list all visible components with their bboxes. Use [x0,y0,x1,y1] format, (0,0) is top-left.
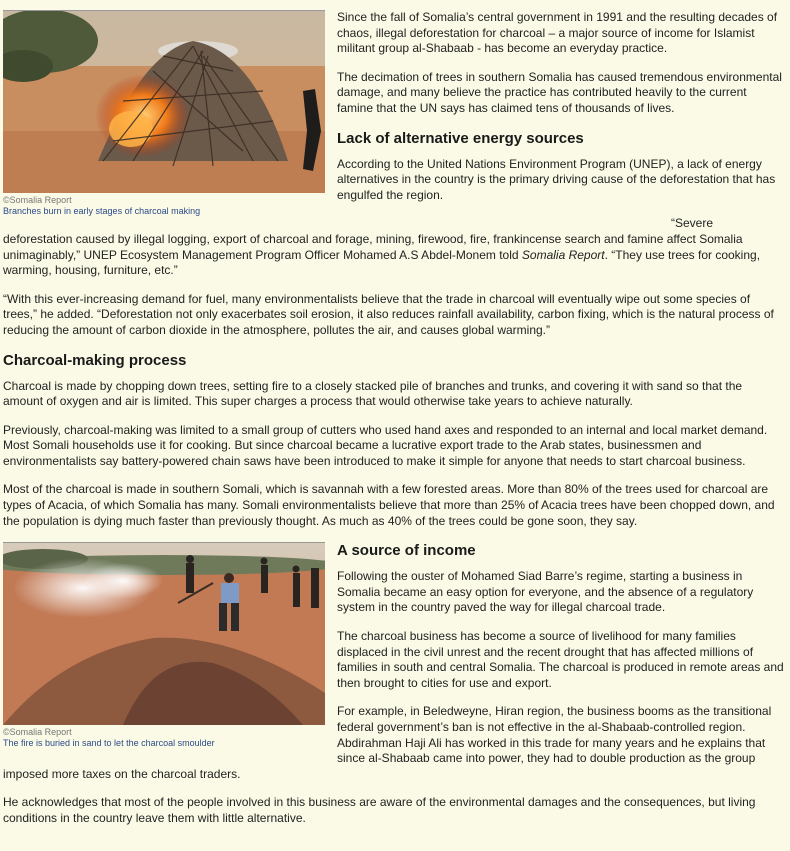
figure-burning-branches [3,10,325,217]
photo-caption: The fire is buried in sand to let the charcoal smoulder [3,738,215,749]
photo-credit: ©Somalia Report [3,727,72,738]
paragraph: Charcoal is made by chopping down trees, setting fire to a closely stacked pile of branches and trunks, and covering it with sand so that the amount of oxygen and air is limited. This super charges a process that would otherwise take years to achieve naturally. [3,378,743,409]
paragraph: According to the United Nations Environment Program (UNEP), a lack of energy alternatives in the country is the primary driving cause of the deforestation that has engulfed the region. [337,156,776,202]
photo-buried-fire [3,542,325,725]
figure-buried-fire [3,542,325,749]
photo-burning-branches [3,10,325,193]
paragraph: Following the ouster of Mohamed Siad Barre’s regime, starting a business in Somalia became an easy option for everyone, and the absence of a regulatory system in the country paved the way for illegal charcoal trade. [337,569,754,615]
photo-credit: ©Somalia Report [3,195,72,205]
photo-caption: Branches burn in early stages of charcoal making [3,206,201,216]
paragraph: Previously, charcoal-making was limited to a small group of cutters who used hand axes and responded to an internal and local market demand. Most Somali households use it for cooking. But since charcoal became a lucrative export trade to the Arab states, businessmen and environmentalists say battery-powered chain saws have been introduced to make it simple for anyone that needs to start charcoal business. [3,422,768,468]
paragraph: Since the fall of Somalia’s central government in 1991 and the resulting decades of chaos, illegal deforestation for charcoal – a major source of income for Islamist militant group al-Shabaab - has become an everyday practice. [337,10,778,56]
section-heading: Lack of alternative energy sources [337,129,584,147]
paragraph: Most of the charcoal is made in southern Somali, which is savannah with a few forested areas. More than 80% of the trees used for charcoal are types of Acacia, of which Somalia has many. Somali environmentalists believe that more than 25% of Acacia trees have been chopped down, and the population is dying much faster than previously thought. As much as 40% of the trees could be gone soon, they say. [3,482,775,528]
section-heading: Charcoal-making process [3,351,187,369]
paragraph: For example, in Beledweyne, Hiran region, the business booms as the transitional federal government’s ban is not effective in the al-Shabaab-controlled region. Abdirahman Haji Ali has worked in this trade for many years and he explains that since al-Shabaab came into power, they had to double production as the group imposed more taxes on the charcoal traders. [3,704,772,781]
paragraph: The charcoal business has become a source of livelihood for many families displaced in the civil unrest and the recent drought that has affected millions of families in south and central Somalia. The charcoal is produced in remote areas and then brought to cities for use and export. [337,629,784,690]
quote-text: “Severe deforestation caused by illegal logging, export of charcoal and forage, mining, firewood, fire, frankincense search and famine affect Somalia unimaginably,” UNEP Ecosystem Management Program Officer Mohamed A.S Abdel-Monem told [3,216,743,262]
quote-text-end: . “They use trees for cooking, warming, housing, furniture, etc.” [3,247,761,278]
publication-name: Somalia Report [521,247,605,262]
section-heading: A source of income [337,542,476,560]
paragraph-quote [3,216,784,278]
paragraph: He acknowledges that most of the people involved in this business are aware of the environmental damages and the consequences, but living conditions in the country leave them with little alternative. [3,795,756,825]
paragraph: The decimation of trees in southern Somalia has caused tremendous environmental damage, and many believe the practice has contributed heavily to the current famine that the UN says has claimed tens of thousands of lives. [337,69,782,115]
paragraph: “With this ever-increasing demand for fuel, many environmentalists believe that the trade in charcoal will eventually wipe out some species of trees,” he added. “Deforestation not only exacerbates soil erosion, it also reduces rainfall availability, carbon fixing, which is the natural process of reducing the amount of carbon dioxide in the atmosphere, pollutes the air, and causes global warming.” [3,291,774,337]
